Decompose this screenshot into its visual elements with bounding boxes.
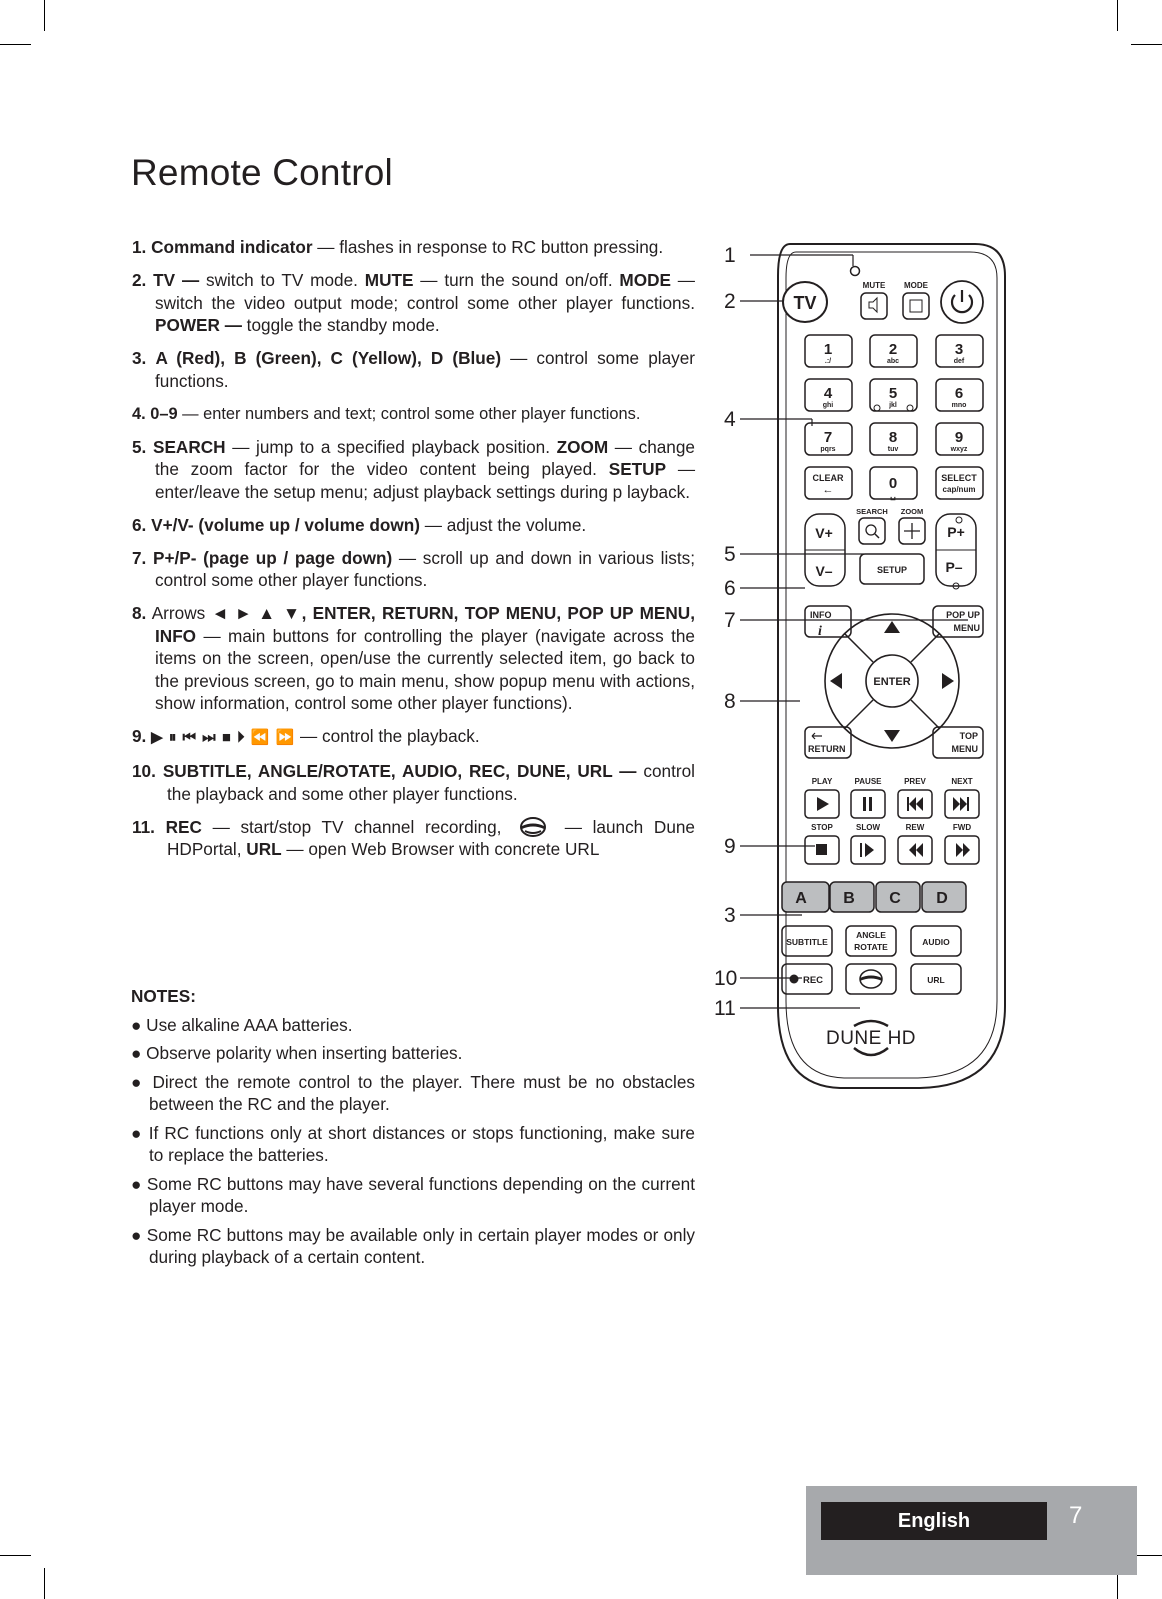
callout-3: 3 — [724, 904, 736, 927]
svg-text:SELECT: SELECT — [941, 473, 977, 483]
svg-text:REC: REC — [802, 975, 824, 986]
svg-text:def: def — [953, 358, 965, 365]
list-item: 2. TV — switch to TV mode. MUTE — turn the sound on/off. MODE — switch the video output mode; control some other player functions. POWER — toggle the standby mode. — [132, 270, 695, 335]
svg-text:PAUSE: PAUSE — [854, 777, 882, 786]
tv-button[interactable]: TV — [793, 293, 817, 313]
svg-text:C: C — [889, 890, 901, 907]
callout-6: 6 — [724, 577, 736, 600]
list-item: 8. Arrows ◄ ► ▲ ▼, ENTER, RETURN, TOP MENU, POP UP MENU, INFO — main buttons for controlling the player (navigate across the items on the screen, open/use the currently selected item, go back to the previous screen, go to main menu, show popup menu with actions, show information, control some other player functions). — [132, 603, 695, 713]
callout-2: 2 — [724, 290, 736, 313]
svg-text:CLEAR: CLEAR — [812, 473, 844, 483]
svg-text:A: A — [795, 890, 807, 907]
svg-text:5: 5 — [888, 385, 898, 402]
dune-logo-icon — [520, 817, 546, 837]
svg-text:P–: P– — [945, 559, 963, 575]
svg-text:2: 2 — [888, 341, 898, 358]
svg-text:jkl: jkl — [889, 402, 897, 409]
svg-text:ROTATE: ROTATE — [854, 942, 888, 952]
crop-mark — [0, 44, 31, 45]
svg-text:←: ← — [822, 484, 834, 496]
svg-text:wxyz: wxyz — [950, 446, 968, 453]
note-item: ● Some RC buttons may be available only in certain player modes or only during playback of a certain content. — [131, 1224, 695, 1267]
note-item: ● Direct the remote control to the player. There must be no obstacles between the RC and the player. — [131, 1071, 695, 1114]
svg-text:9: 9 — [954, 429, 964, 446]
svg-text:8: 8 — [888, 429, 898, 446]
svg-text:mno: mno — [951, 402, 967, 409]
note-item: ● Use alkaline AAA batteries. — [131, 1014, 353, 1035]
svg-text:SUBTITLE: SUBTITLE — [786, 937, 828, 947]
brand-logo: DUNE HD — [825, 1028, 917, 1049]
svg-text:ZOOM: ZOOM — [900, 507, 924, 516]
svg-text:P+: P+ — [947, 524, 965, 540]
svg-text:ANGLE: ANGLE — [856, 930, 886, 940]
svg-text:URL: URL — [927, 975, 945, 985]
remote-diagram — [714, 236, 1020, 1096]
svg-text:MODE: MODE — [904, 281, 928, 290]
svg-text:FWD: FWD — [952, 823, 972, 832]
svg-text:RETURN: RETURN — [808, 744, 846, 754]
svg-text:SEARCH: SEARCH — [856, 507, 888, 516]
svg-text:TOP: TOP — [959, 731, 978, 741]
svg-text:.:/: .:/ — [824, 358, 832, 365]
svg-text:MUTE: MUTE — [862, 281, 886, 290]
list-item: 9. ▶ ⏸ ⏮ ⏭ ■ ⏵ ⏪ ⏩ — control the playback. — [132, 726, 480, 746]
list-item: 3. A (Red), B (Green), C (Yellow), D (Blue) — control some player functions. — [132, 348, 696, 391]
svg-text:V+: V+ — [815, 525, 833, 541]
svg-text:REW: REW — [905, 823, 925, 832]
crop-mark — [1117, 0, 1118, 31]
crop-mark — [1131, 44, 1162, 45]
crop-mark — [0, 1555, 31, 1556]
callout-9: 9 — [724, 835, 736, 858]
list-item: 6. V+/V- (volume up / volume down) — adjust the volume. — [132, 514, 587, 535]
note-item: ● Some RC buttons may have several functions depending on the current player mode. — [131, 1173, 695, 1216]
svg-text:AUDIO: AUDIO — [922, 937, 950, 947]
svg-text:SETUP: SETUP — [876, 565, 908, 575]
page-title: Remote Control — [131, 152, 393, 193]
notes-section — [131, 985, 695, 1275]
callout-7: 7 — [724, 609, 736, 632]
svg-text:pqrs: pqrs — [820, 446, 836, 453]
language-tab: English — [821, 1502, 1047, 1540]
svg-text:V–: V– — [815, 563, 833, 579]
callout-1: 1 — [724, 244, 736, 267]
crop-mark — [44, 1568, 45, 1599]
remote-illustration — [720, 236, 1020, 1096]
svg-text:i: i — [818, 624, 822, 639]
list-item: 10. SUBTITLE, ANGLE/ROTATE, AUDIO, REC, DUNE, URL — control the playback and some other player functions. — [132, 761, 695, 804]
callout-8: 8 — [724, 690, 736, 713]
page-number: 7 — [1069, 1502, 1083, 1529]
svg-text:NEXT: NEXT — [951, 777, 973, 786]
svg-text:STOP: STOP — [811, 823, 833, 832]
svg-text:0: 0 — [888, 475, 898, 492]
svg-text:ghi: ghi — [822, 402, 834, 409]
svg-text:MENU: MENU — [951, 744, 978, 754]
notes-heading: NOTES: — [131, 986, 196, 1006]
svg-text:B: B — [843, 890, 855, 907]
list-item: 7. P+/P- (page up / page down) — scroll up and down in various lists; control some other player functions. — [132, 547, 695, 590]
playback-icons: ▶ ⏸ ⏮ ⏭ ■ ⏵ ⏪ ⏩ — [151, 729, 296, 746]
svg-text:MENU: MENU — [953, 623, 980, 633]
callout-5: 5 — [724, 543, 736, 566]
function-list — [132, 236, 695, 871]
svg-text:7: 7 — [823, 429, 833, 446]
svg-text:4: 4 — [823, 385, 833, 402]
list-item: 4. 0–9 — enter numbers and text; control some other player functions. — [132, 404, 641, 423]
crop-mark — [44, 0, 45, 31]
list-item: 1. Command indicator — flashes in response to RC button pressing. — [132, 237, 664, 257]
svg-text:cap/num: cap/num — [942, 485, 976, 494]
svg-text:PLAY: PLAY — [811, 777, 833, 786]
list-item: 5. SEARCH — jump to a specified playback position. ZOOM — change the zoom factor for the video content being played. SETUP — enter/leave the setup menu; adjust playback settings during p layback. — [132, 436, 696, 502]
callout-11: 11 — [714, 997, 736, 1020]
svg-text:D: D — [936, 890, 948, 907]
note-item: ● Observe polarity when inserting batteries. — [131, 1043, 463, 1063]
list-item: 11. REC — start/stop TV channel recording, — launch Dune HDPortal, URL — open Web Browser with concrete URL — [132, 816, 695, 859]
svg-text:␣: ␣ — [890, 490, 896, 500]
svg-text:abc: abc — [886, 358, 900, 365]
svg-text:1: 1 — [823, 341, 833, 358]
svg-text:INFO: INFO — [810, 610, 832, 620]
callout-10: 10 — [714, 967, 738, 990]
svg-text:tuv: tuv — [887, 446, 899, 453]
svg-text:SLOW: SLOW — [856, 823, 880, 832]
enter-button: ENTER — [873, 676, 911, 688]
note-item: ● If RC functions only at short distances or stops functioning, make sure to replace the batteries. — [131, 1122, 695, 1165]
svg-text:PREV: PREV — [904, 777, 926, 786]
callout-4: 4 — [724, 408, 736, 431]
svg-text:POP UP: POP UP — [946, 610, 980, 620]
svg-text:6: 6 — [954, 385, 964, 402]
svg-text:3: 3 — [954, 341, 964, 358]
